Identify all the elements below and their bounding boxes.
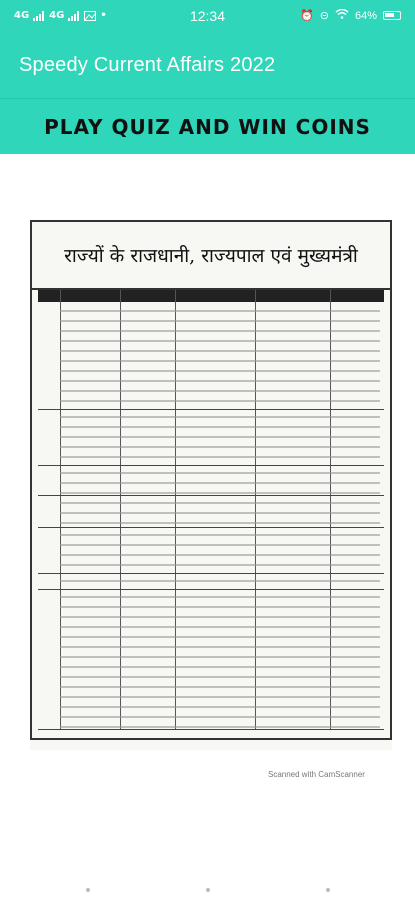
table-text-line [60, 554, 380, 556]
nav-dot [206, 888, 210, 892]
table-text-line [60, 544, 380, 546]
table-text-line [60, 472, 380, 474]
play-quiz-banner[interactable] [0, 98, 415, 154]
table-text-line [60, 626, 380, 628]
nav-dot [86, 888, 90, 892]
status-right [300, 9, 401, 22]
table-text-line [60, 666, 380, 668]
table-text-line [60, 534, 380, 536]
table-text-line [60, 426, 380, 428]
table-text-line [60, 400, 380, 402]
document-table-header [38, 290, 384, 302]
battery-percent: 64% [354, 9, 377, 22]
table-text-line [60, 456, 380, 458]
banner-text: PLAY QUIZ AND WIN COINS [44, 115, 371, 139]
status-bar [0, 0, 415, 34]
table-text-line [60, 564, 380, 566]
table-text-line [60, 596, 380, 598]
scanner-watermark: Scanned with CamScanner [268, 770, 365, 779]
table-text-line [60, 436, 380, 438]
table-text-line [60, 350, 380, 352]
table-group [38, 574, 384, 590]
table-group [38, 590, 384, 730]
table-text-line [60, 636, 380, 638]
table-text-line [60, 512, 380, 514]
app-bar [0, 34, 415, 98]
table-text-line [60, 580, 380, 582]
clock: 12:34 [189, 8, 226, 24]
table-text-line [60, 310, 380, 312]
app-title: Speedy Current Affairs 2022 [19, 54, 276, 76]
wifi-icon [335, 9, 349, 22]
table-text-line [60, 380, 380, 382]
table-text-line [60, 320, 380, 322]
table-text-line [60, 502, 380, 504]
document-title: राज्यों के राजधानी, राज्यपाल एवं मुख्यमंत्री [32, 222, 390, 290]
table-text-line [60, 482, 380, 484]
alarm-icon: ⏰ [300, 10, 314, 22]
dnd-icon: ⊝ [319, 10, 329, 22]
table-text-line [60, 656, 380, 658]
table-text-line [60, 686, 380, 688]
status-dot-icon: • [100, 10, 107, 21]
nav-bar [0, 884, 415, 900]
table-text-line [60, 726, 380, 728]
table-text-line [60, 370, 380, 372]
nav-dot [326, 888, 330, 892]
table-text-line [60, 390, 380, 392]
table-text-line [60, 716, 380, 718]
table-text-line [60, 416, 380, 418]
table-text-line [60, 606, 380, 608]
signal-2-label: 4G [49, 10, 65, 21]
signal-1-label: 4G [14, 10, 30, 21]
battery-icon [383, 11, 401, 20]
table-text-line [60, 492, 380, 494]
table-text-line [60, 330, 380, 332]
document-table-body [38, 304, 384, 730]
table-text-line [60, 522, 380, 524]
table-text-line [60, 696, 380, 698]
table-text-line [60, 616, 380, 618]
table-text-line [60, 446, 380, 448]
table-text-line [60, 360, 380, 362]
table-text-line [60, 340, 380, 342]
document-image [30, 220, 392, 750]
table-text-line [60, 646, 380, 648]
table-text-line [60, 676, 380, 678]
table-text-line [60, 706, 380, 708]
